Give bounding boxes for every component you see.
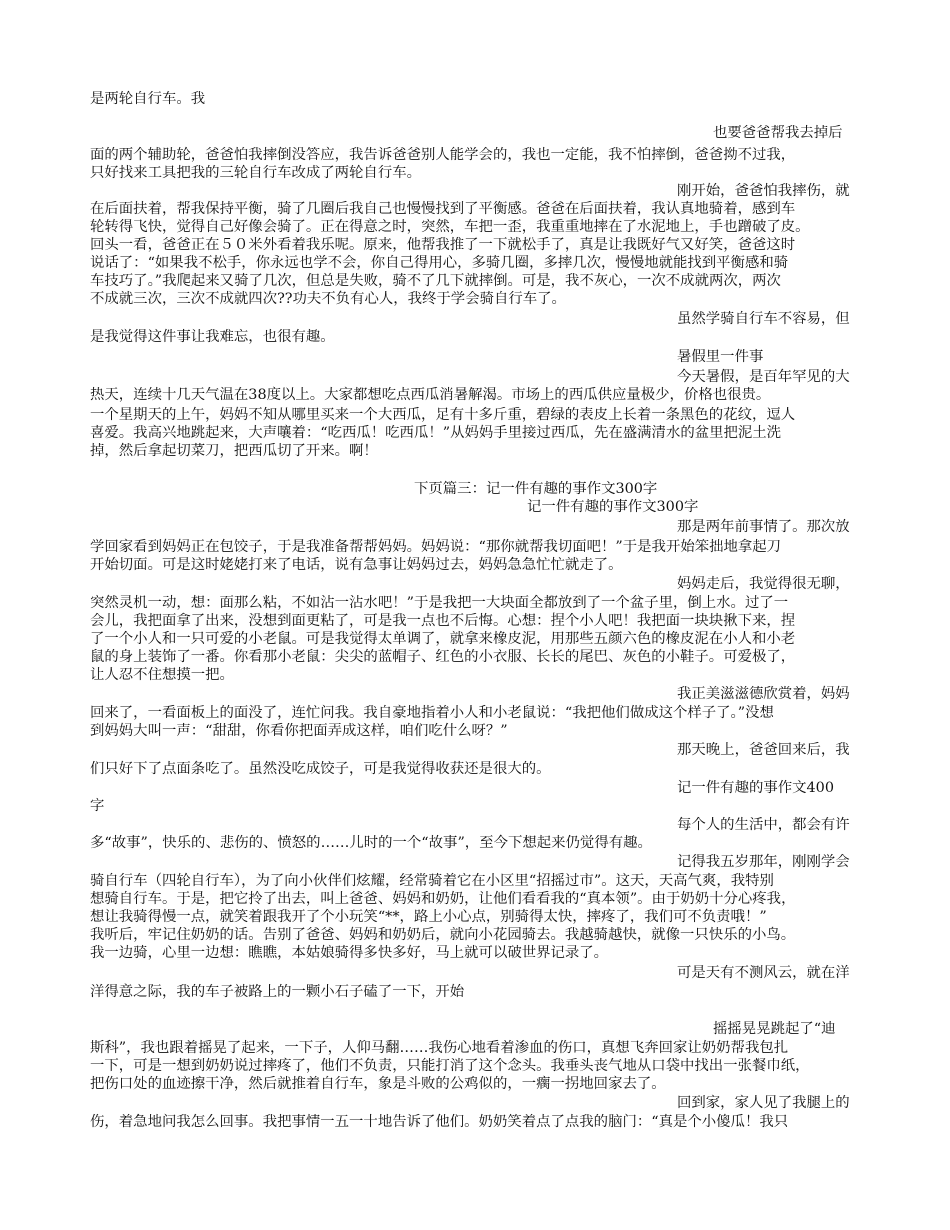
text-line: 了一个小人和一只可爱的小老鼠。可是我觉得太单调了，就拿来橡皮泥，用那些五颜六色的橡皮泥在小人和小老: [90, 631, 796, 647]
text-line: 骑自行车（四轮自行车），为了向小伙伴们炫耀，经常骑着它在小区里“招摇过市”。这天，天高气爽，我特别: [90, 873, 774, 889]
text-line: 那是两年前事情了。那次放: [677, 519, 850, 535]
text-line: 我正美滋滋德欣赏着，妈妈: [677, 686, 850, 702]
text-line: 只好找来工具把我的三轮自行车改成了两轮自行车。: [90, 165, 421, 181]
text-line: 多“故事”，快乐的、悲伤的、愤怒的……儿时的一个“故事”，至今下想起来仍觉得有趣。: [90, 835, 652, 851]
text-line: 面的两个辅助轮，爸爸怕我摔倒没答应，我告诉爸爸别人能学会的，我也一定能，我不怕摔倒，爸爸拗不过我，: [90, 147, 796, 163]
text-line: 那天晚上，爸爸回来后，我: [677, 742, 850, 758]
text-line: 斯科”，我也跟着摇晃了起来，一下子，人仰马翻……我伤心地看着渗血的伤口，真想飞奔回家让奶奶帮我包扎: [90, 1040, 789, 1056]
text-line: 们只好下了点面条吃了。虽然没吃成饺子，可是我觉得收获还是很大的。: [90, 761, 551, 777]
text-line: 每个人的生活中，都会有许: [677, 817, 850, 833]
text-line: 说话了：“如果我不松手，你永远也学不会，你自己得用心，多骑几圈，多摔几次，慢慢地就能找到平衡感和骑: [90, 255, 789, 271]
text-line: 在后面扶着，帮我保持平衡，骑了几圈后我自己也慢慢找到了平衡感。爸爸在后面扶着，我认真地骑着，感到车: [90, 201, 796, 217]
text-line: 轮转得飞快，觉得自己好像会骑了。正在得意之时，突然，车把一歪，我重重地摔在了水泥地上，手也蹭破了皮。: [90, 219, 810, 235]
text-line: 是两轮自行车。我: [90, 91, 206, 107]
text-line: 车技巧了。”我爬起来又骑了几次，但总是失败，骑不了几下就摔倒。可是，我不灰心，一次不成就两次，两次: [90, 273, 781, 289]
text-line: 我听后，牢记住奶奶的话。告别了爸爸、妈妈和奶奶后，就向小花园骑去。我越骑越快，就像一只快乐的小鸟。: [90, 927, 796, 943]
text-line: 喜爱。我高兴地跳起来，大声嚷着：“吃西瓜！吃西瓜！”从妈妈手里接过西瓜，先在盛满清水的盆里把泥土洗: [90, 425, 782, 441]
text-line: 字: [90, 798, 105, 814]
text-line: 把伤口处的血迹擦干净，然后就推着自行车，象是斗败的公鸡似的，一瘸一拐地回家去了。: [90, 1076, 666, 1092]
text-line: 一下，可是一想到奶奶说过摔疼了，他们不负责，只能打消了这个念头。我垂头丧气地从口袋中找出一张餐巾纸，: [90, 1058, 810, 1074]
section-heading: 下页篇三：记一件有趣的事作文300字: [414, 481, 658, 497]
text-line: 摇摇晃晃跳起了“迪: [713, 1021, 836, 1037]
text-line: 学回家看到妈妈正在包饺子，于是我准备帮帮妈妈。妈妈说：“那你就帮我切面吧！”于是我开始笨拙地拿起刀: [90, 539, 782, 555]
text-line: 是我觉得这件事让我难忘，也很有趣。: [90, 329, 335, 345]
text-line: 也要爸爸帮我去掉后: [713, 125, 843, 141]
text-line: 不成就三次，三次不成就四次??功夫不负有心人，我终于学会骑自行车了。: [90, 291, 566, 307]
text-line: 回头一看，爸爸正在５０米外看着我乐呢。原来，他帮我推了一下就松手了，真是让我既好气又好笑，爸爸这时: [90, 237, 796, 253]
text-line: 虽然学骑自行车不容易，但: [677, 311, 850, 327]
text-line: 掉，然后拿起切菜刀，把西瓜切了开来。啊！: [90, 443, 378, 459]
text-line: 让人忍不住想摸一把。: [90, 667, 234, 683]
text-line: 记得我五岁那年，刚刚学会: [677, 854, 850, 870]
text-line: 热天，连续十几天气温在38度以上。大家都想吃点西瓜消暑解渴。市场上的西瓜供应量极少，价格也很贵。: [90, 387, 771, 403]
text-line: 可是天有不测风云，就在洋: [677, 965, 850, 981]
text-line: 想让我骑得慢一点，就笑着跟我开了个小玩笑“**，路上小心点，别骑得太快，摔疼了，我们可不负责哦！”: [90, 909, 767, 925]
text-line: 今天暑假，是百年罕见的大: [677, 369, 850, 385]
text-line: 刚开始，爸爸怕我摔伤，就: [677, 183, 850, 199]
text-line: 鼠的身上装饰了一番。你看那小老鼠：尖尖的蓝帽子、红色的小衣服、长长的尾巴、灰色的小鞋子。可爱极了，: [90, 649, 796, 665]
text-line: 妈妈走后，我觉得很无聊，: [677, 576, 850, 592]
text-line: 伤，着急地问我怎么回事。我把事情一五一十地告诉了他们。奶奶笑着点了点我的脑门：“真是个小傻瓜！我只: [90, 1114, 789, 1130]
text-line: 我一边骑，心里一边想：瞧瞧，本姑娘骑得多快多好，马上就可以破世界记录了。: [90, 945, 609, 961]
text-line: 洋得意之际，我的车子被路上的一颗小石子磕了一下，开始: [90, 984, 465, 1000]
text-line: 一个星期天的上午，妈妈不知从哪里买来一个大西瓜，足有十多斤重，碧绿的表皮上长着一条黑色的花纹，逗人: [90, 407, 796, 423]
text-line: 到妈妈大叫一声：“甜甜，你看你把面弄成这样，咱们吃什么呀？”: [90, 723, 508, 739]
text-line: 想骑自行车。于是，把它拎了出去，叫上爸爸、妈妈和奶奶，让他们看看我的“真本领”。由于奶奶十分心疼我，: [90, 891, 796, 907]
section-subheading: 记一件有趣的事作文300字: [527, 499, 699, 515]
text-line: 回到家，家人见了我腿上的: [677, 1095, 850, 1111]
text-line: 记一件有趣的事作文400: [677, 780, 834, 796]
text-line: 突然灵机一动，想：面那么粘，不如沾一沾水吧！”于是我把一大块面全都放到了一个盆子里，倒上水。过了一: [90, 595, 789, 611]
text-line: 会儿，我把面拿了出来，没想到面更粘了，可是我一点也不后悔。心想：捏个小人吧！我把面一块块揪下来，捏: [90, 613, 796, 629]
text-line: 开始切面。可是这时姥姥打来了电话，说有急事让妈妈过去，妈妈急急忙忙就走了。: [90, 557, 623, 573]
text-line: 暑假里一件事: [677, 349, 764, 365]
text-line: 回来了，一看面板上的面没了，连忙问我。我自豪地指着小人和小老鼠说：“我把他们做成这个样子了。”没想: [90, 705, 774, 721]
